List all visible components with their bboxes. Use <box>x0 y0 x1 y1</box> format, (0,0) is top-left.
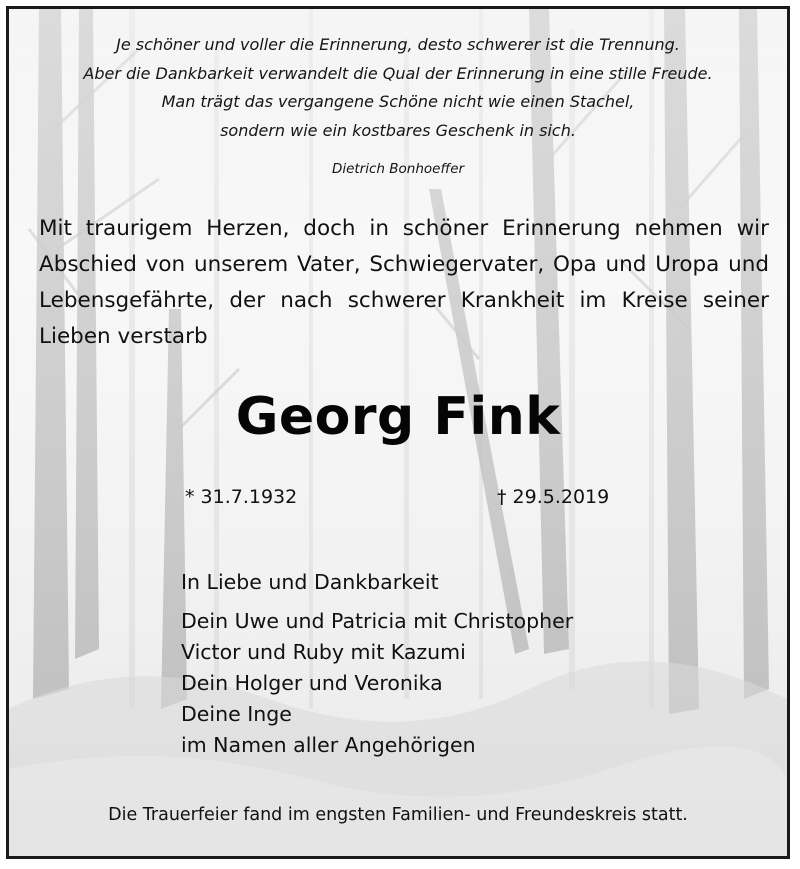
death-date: † 29.5.2019 <box>497 486 610 508</box>
memorial-quote <box>9 31 787 145</box>
mourner-line: Deine Inge <box>181 702 292 726</box>
quote-line: Aber die Dankbarkeit verwandelt die Qual der Erinnerung in eine stille Freude. <box>83 63 713 83</box>
mourner-line: Dein Holger und Veronika <box>181 671 443 695</box>
funeral-notice: Die Trauerfeier fand im engsten Familien- und Freundeskreis statt. <box>108 805 688 825</box>
deceased-name: Georg Fink <box>235 387 561 447</box>
mourner-line: Victor und Ruby mit Kazumi <box>181 640 466 664</box>
quote-line: Man trägt das vergangene Schöne nicht wie einen Stachel, <box>161 92 635 111</box>
mourner-line: im Namen aller Angehörigen <box>181 733 476 757</box>
quote-author: Dietrich Bonhoeffer <box>331 161 465 177</box>
mourner-line: Dein Uwe und Patricia mit Christopher <box>181 609 574 633</box>
mourners-list <box>181 606 573 761</box>
obituary-content <box>9 9 787 856</box>
birth-date: * 31.7.1932 <box>185 486 298 508</box>
quote-line: Je schöner und voller die Erinnerung, desto schwerer ist die Trennung. <box>116 35 680 54</box>
mourners-heading: In Liebe und Dankbarkeit <box>181 570 439 594</box>
intro-paragraph: Mit traurigem Herzen, doch in schöner Erinnerung nehmen wir Abschied von unserem Vater, Schwiegervater, Opa und Uropa und Lebensgefährte, der nach schwerer Krankheit im Kreise seiner Lieben verstarb <box>39 216 769 349</box>
obituary-card <box>6 6 790 859</box>
quote-line: sondern wie ein kostbares Geschenk in sich. <box>220 120 576 140</box>
